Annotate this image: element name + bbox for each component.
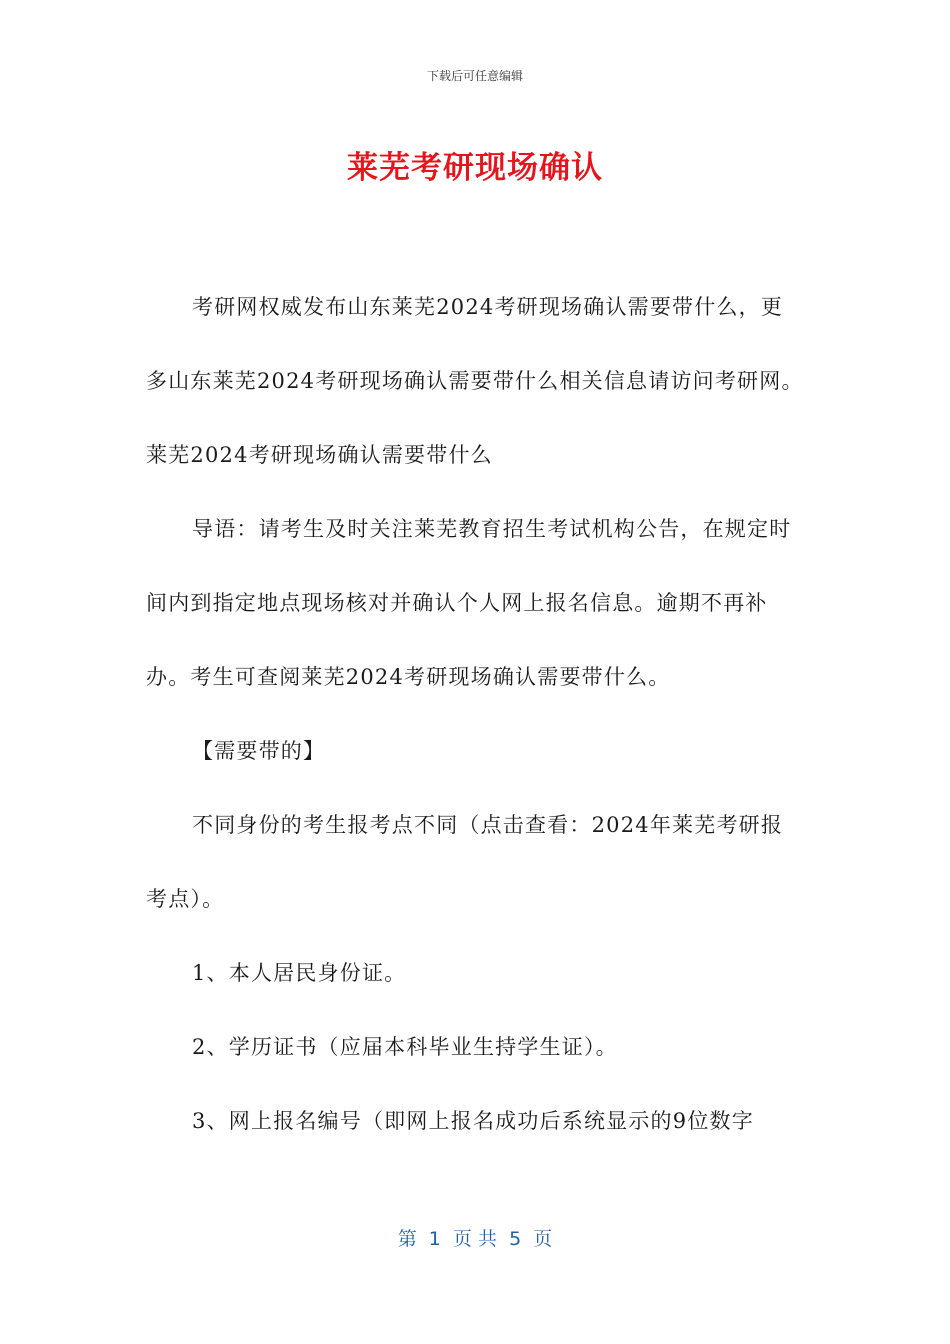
list-item-registration-number: 3、网上报名编号（即网上报名成功后系统显示的9位数字 (192, 1109, 754, 1133)
list-item-id-card: 1、本人居民身份证。 (192, 961, 407, 985)
document-title: 莱芜考研现场确认 (347, 150, 603, 186)
header-note: 下载后可任意编辑 (426, 69, 523, 83)
list-item-diploma: 2、学历证书（应届本科毕业生持学生证）。 (192, 1035, 618, 1059)
document-body (146, 270, 804, 1158)
paragraph-section-heading: 【需要带的】 (192, 739, 326, 763)
paragraph-intro: 考研网权威发布山东莱芜2024考研现场确认需要带什么，更多山东莱芜2024考研现场确认需要带什么相关信息请访问考研网。莱芜2024考研现场确认需要带什么 (146, 295, 804, 467)
paragraph-lead: 导语：请考生及时关注莱芜教育招生考试机构公告，在规定时间内到指定地点现场核对并确认个人网上报名信息。逾期不再补办。考生可查阅莱芜2024考研现场确认需要带什么。 (146, 517, 792, 689)
paragraph-exam-site-note: 不同身份的考生报考点不同（点击查看：2024年莱芜考研报考点）。 (146, 813, 784, 911)
page-number: 第 1 页 共 5 页 (397, 1228, 553, 1250)
